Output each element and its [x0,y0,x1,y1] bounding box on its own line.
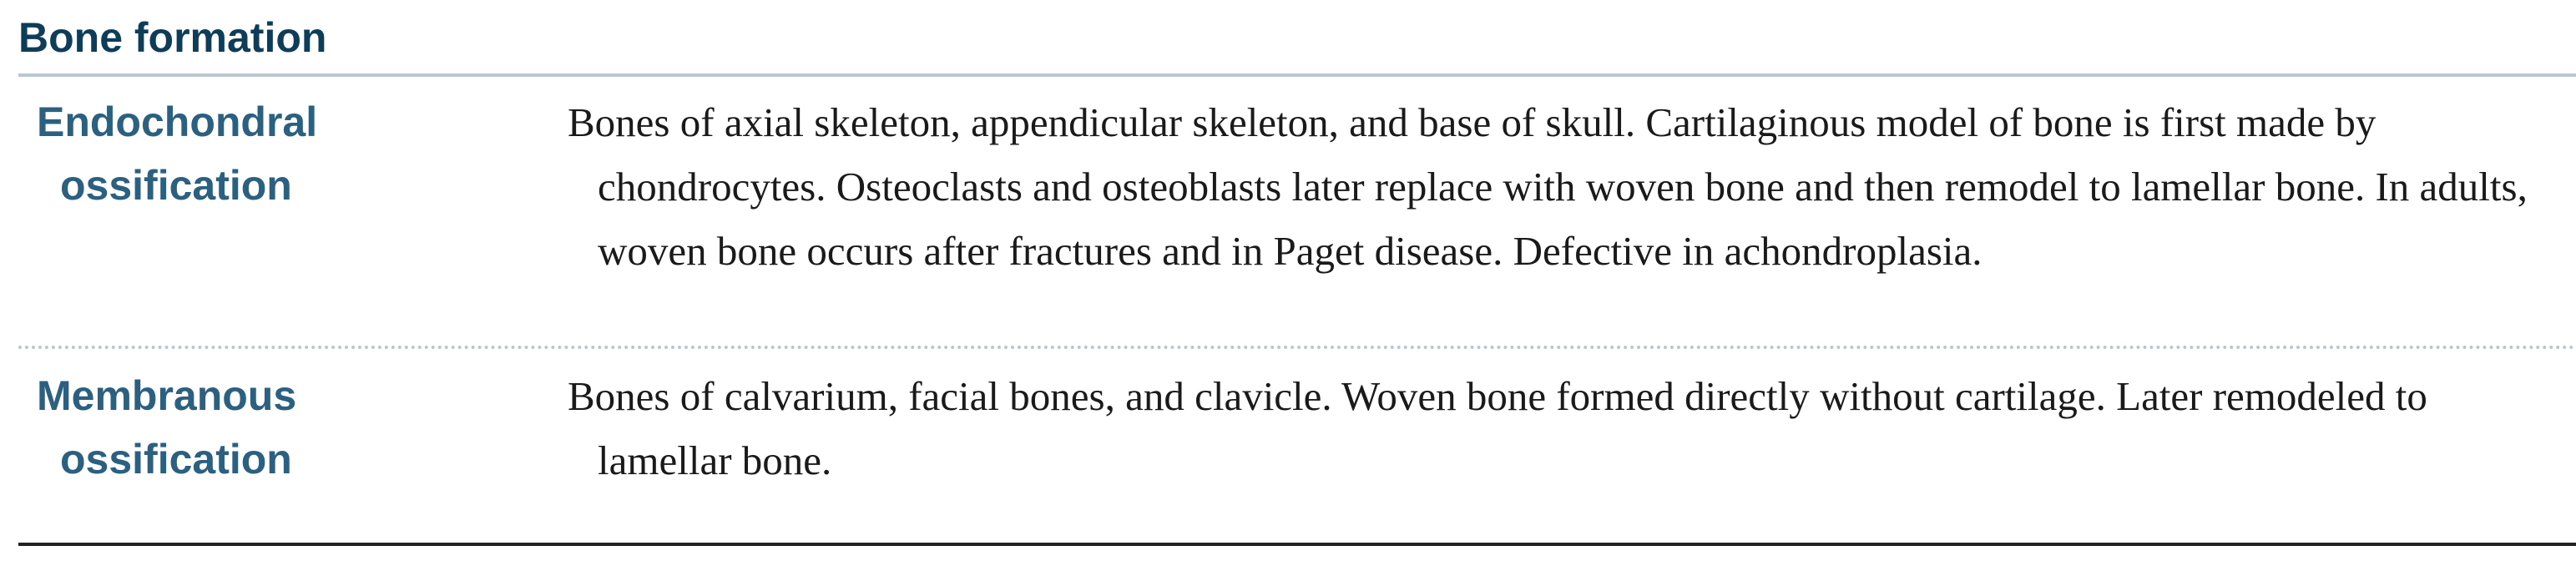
table-bottom-rule [18,543,2576,546]
row-divider [18,346,2576,349]
term-line-1: Membranous [37,372,297,419]
table-title: Bone formation [18,14,327,61]
row-term [37,90,521,217]
term-line-1: Endochondral [37,99,318,145]
term-line-2: ossification [60,436,292,483]
term-line-2: ossification [60,162,292,209]
row-description: Bones of calvarium, facial bones, and clavicle. Woven bone formed directly without cartilage. Later remodeled to lamellar bone. [568,373,2427,483]
row-term [37,364,521,491]
row-description: Bones of axial skeleton, appendicular skeleton, and base of skull. Cartilaginous model of bone is first made by chondrocytes. Osteoclasts and osteoblasts later replace with woven bone and then remodel to lamellar bone. In adults, woven bone occurs after fractures and in Paget disease. Defective in achondroplasia. [568,99,2528,274]
title-divider [18,73,2576,77]
